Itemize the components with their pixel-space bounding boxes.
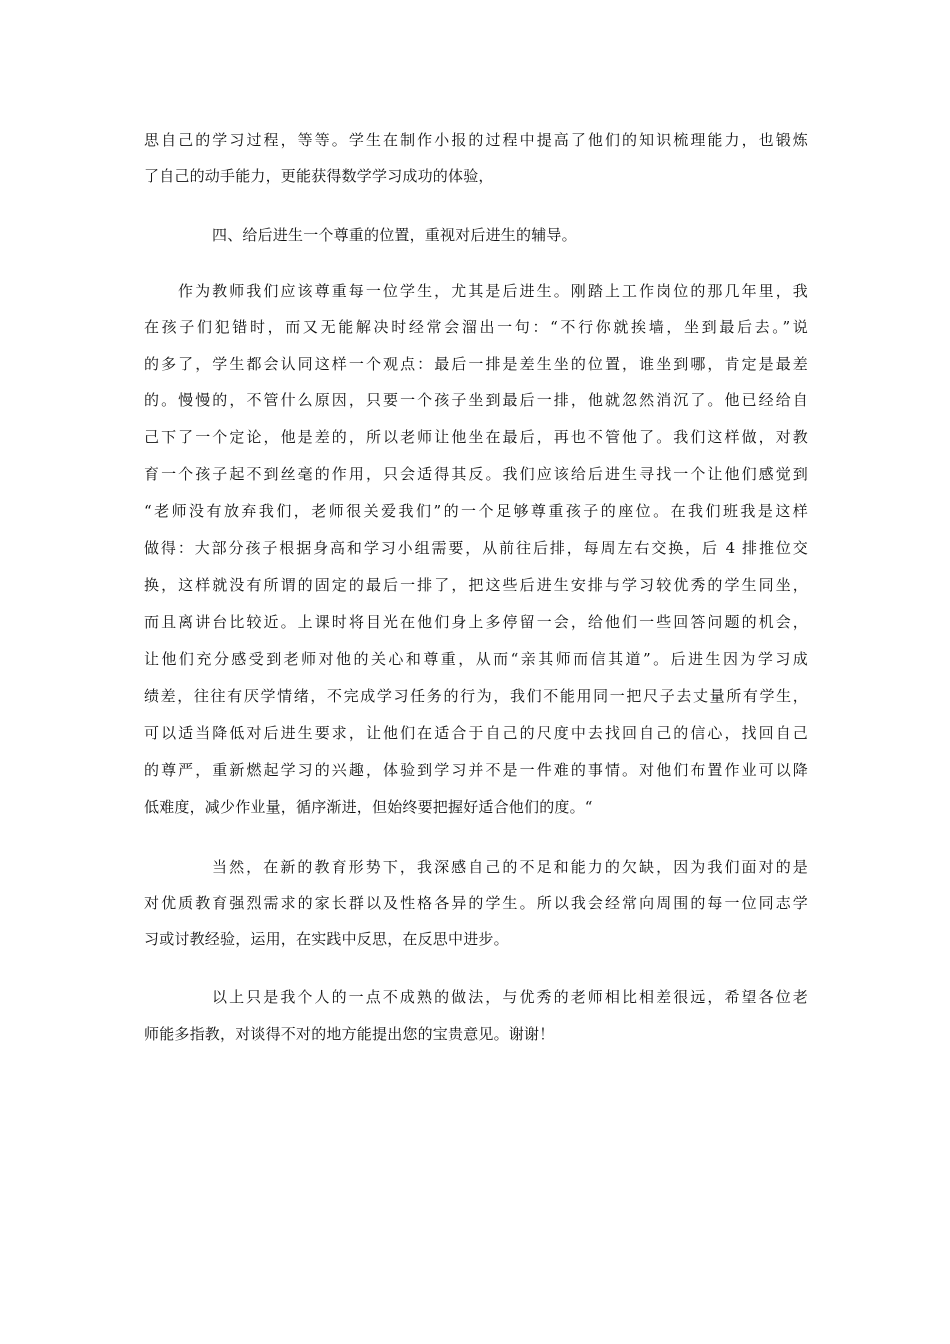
text-line: 的。慢慢的，不管什么原因，只要一个孩子坐到最后一排，他就忽然消沉了。他已经给自: [144, 391, 808, 409]
text-line: 的多了，学生都会认同这样一个观点：最后一排是差生坐的位置，谁坐到哪，肯定是最差: [144, 355, 808, 373]
text-line: 的尊严，重新燃起学习的兴趣，体验到学习并不是一件难的事情。对他们布置作业可以降: [144, 761, 808, 779]
text-line: 以上只是我个人的一点不成熟的做法，与优秀的老师相比相差很远，希望各位老: [212, 988, 808, 1006]
text-line: 而且离讲台比较近。上课时将目光在他们身上多停留一会，给他们一些回答问题的机会，: [144, 613, 808, 631]
text-line: 让他们充分感受到老师对他的关心和尊重，从而“亲其师而信其道”。后进生因为学习成: [144, 650, 808, 668]
text-line: 思自己的学习过程，等等。学生在制作小报的过程中提高了他们的知识梳理能力，也锻炼: [144, 131, 808, 149]
text-line: 习或讨教经验，运用，在实践中反思，在反思中进步。: [144, 930, 509, 948]
text-line: 换，这样就没有所谓的固定的最后一排了，把这些后进生安排与学习较优秀的学生同坐，: [144, 576, 808, 594]
text-line: 低难度，减少作业量，循序渐进，但始终要把握好适合他们的度。“: [144, 798, 593, 816]
text-line: 做得：大部分孩子根据身高和学习小组需要，从前往后排，每周左右交换，后 4 排推位交: [144, 539, 808, 557]
text-line: 在孩子们犯错时，而又无能解决时经常会溜出一句：“不行你就挨墙，坐到最后去。”说: [144, 318, 808, 336]
text-line: 当然，在新的教育形势下，我深感自己的不足和能力的欠缺，因为我们面对的是: [212, 858, 808, 876]
text-line: 对优质教育强烈需求的家长群以及性格各异的学生。所以我会经常向周围的每一位同志学: [144, 894, 808, 912]
text-line: 了自己的动手能力，更能获得数学学习成功的体验，: [144, 167, 494, 185]
text-line: 作为教师我们应该尊重每一位学生，尤其是后进生。刚踏上工作岗位的那几年里，我: [178, 282, 808, 300]
text-line: “老师没有放弃我们，老师很关爱我们”的一个足够尊重孩子的座位。在我们班我是这样: [144, 502, 808, 520]
text-line: 可以适当降低对后进生要求，让他们在适合于自己的尺度中去找回自己的信心，找回自己: [144, 724, 808, 742]
text-line: 己下了一个定论，他是差的，所以老师让他坐在最后，再也不管他了。我们这样做，对教: [144, 428, 808, 446]
text-line: 育一个孩子起不到丝毫的作用，只会适得其反。我们应该给后进生寻找一个让他们感觉到: [144, 465, 808, 483]
text-line: 绩差，往往有厌学情绪，不完成学习任务的行为，我们不能用同一把尺子去丈量所有学生，: [144, 687, 808, 705]
section-heading: 四、给后进生一个尊重的位置，重视对后进生的辅导。: [212, 226, 577, 244]
text-line: 师能多指教，对谈得不对的地方能提出您的宝贵意见。谢谢！: [144, 1025, 555, 1043]
